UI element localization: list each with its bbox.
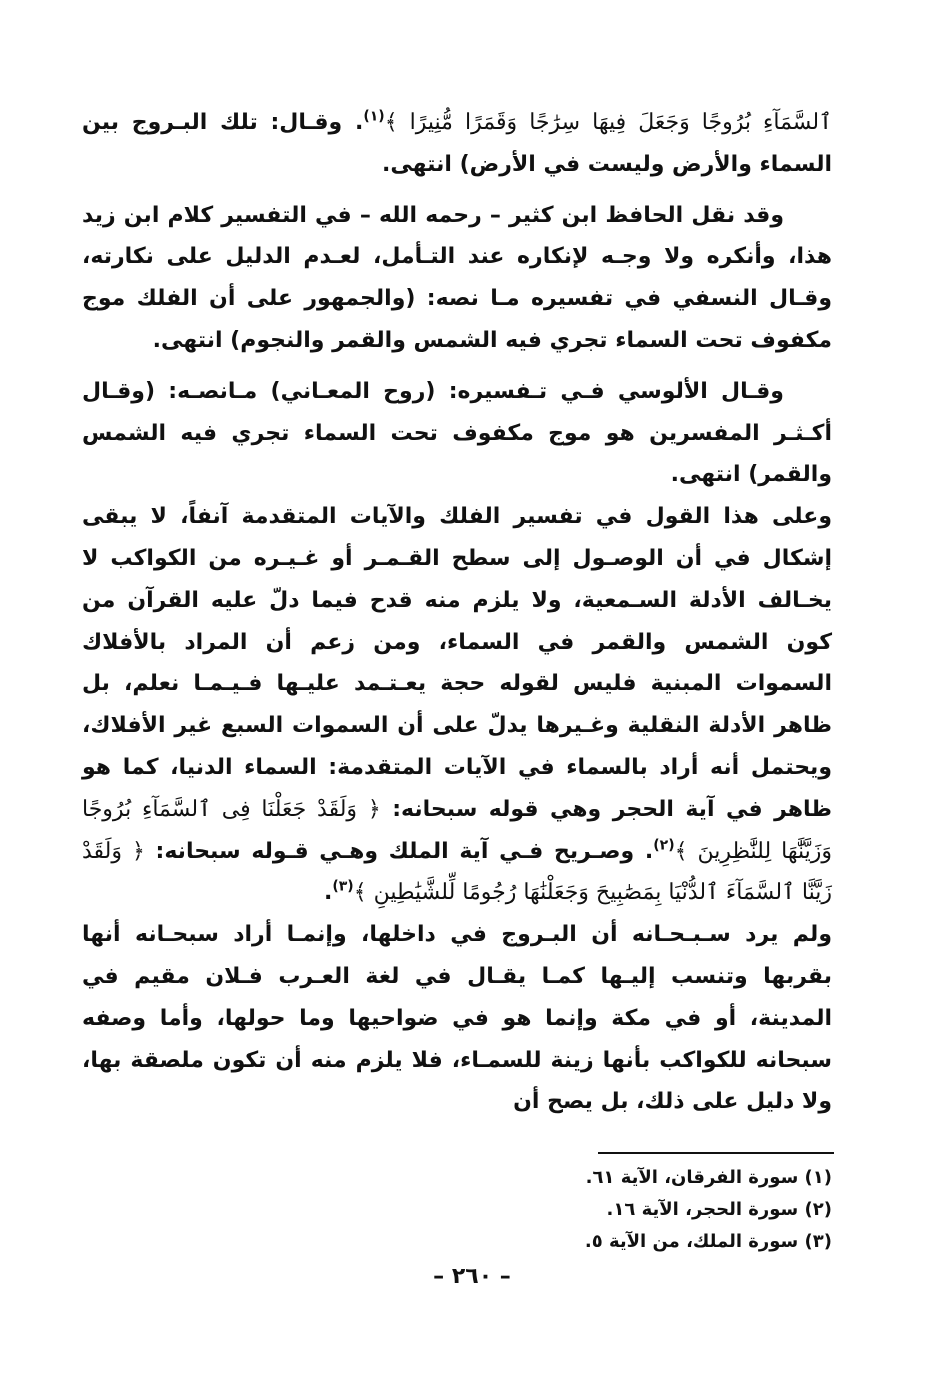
text-run: ولم يرد سـبـحـانه أن البـروج في داخلها، وإنمـا أراد سبحـانه أنها بقربها وتنسب إليـها كمـا يقـال في لغة العـرب فـلان مقيم في المدينة، أو في مكة وإنما هو في ضواحيها وما حولها، وأما وصفه سبحانه للكواكب بأنها زينة للسمـاء، فلا يلزم منه أن تكون ملصقة بها، ولا دليل على ذلك، بل يصح أن	[82, 922, 832, 1115]
paragraph-alusi	[82, 371, 832, 496]
quran-verse: ٱلسَّمَآءِ بُرُوجًا وَجَعَلَ فِيهَا سِرَٰجًا وَقَمَرًا مُّنِيرًا ﴾	[384, 110, 833, 135]
footnotes	[420, 1162, 832, 1258]
footnote-reference: (١)	[363, 108, 385, 125]
quran-verse: ﴿ وَلَقَدْ جَعَلْنَا فِى ٱلسَّمَآءِ بُرُوجًا وَزَيَّنَّٰهَا لِلنَّٰظِرِينَ ﴾	[82, 796, 832, 864]
paragraph-ibn-kathir	[82, 195, 832, 362]
page-number: – ٢٦٠ –	[433, 1264, 511, 1289]
footnote-3: (٣) سورة الملك، من الآية ٥.	[584, 1231, 832, 1252]
footnote-1: (١) سورة الفرقان، الآية ٦١.	[585, 1167, 832, 1188]
footnote-divider	[598, 1152, 834, 1154]
paragraph-moon-landing	[82, 496, 832, 914]
text-run: . وقـال: تلك البـروج بين السماء والأرض وليست في الأرض) انتهى.	[82, 110, 832, 177]
text-run: وقـال الألوسي فـي تـفسيره: (روح المعـاني) مـانصـه: (وقـال أكـثـر المفسرين هو موج مكفوف تحت السماء تجري فيه الشمس والقمر) انتهى.	[82, 378, 832, 488]
text-run: وعلى هذا القول في تفسير الفلك والآيات المتقدمة آنفاً، لا يبقى إشكال في أن الوصـول إلى سطح القـمـر أو غـيـره من الكواكب لا يخـالف الأدلة السـمعية، ولا يلزم منه قدح فيما دلّ عليه القرآن من كون الشمس والقمر في السماء، ومن زعم أن المراد بالأفلاك السموات المبنية فليس لقوله حجة يعـتـمد عليـها فـيـمـا نعلم، بل ظاهر الأدلة النقلية وغـيرها يدلّ على أن السموات السبع غير الأفلاك، ويحتمل أنه أراد بالسماء في الآيات المتقدمة: السماء الدنيا، كما هو ظاهر في آية الحجر وهي قوله سبحانه:	[82, 504, 832, 822]
text-run: وقد نقل الحافظ ابن كثير – رحمه الله – في التفسير كلام ابن زيد هذا، وأنكره ولا وجـه لإنكاره عند التـأمل، لعـدم الدليل على نكارته، وقـال النسفي في تفسيره مـا نصه: (والجمهور على أن الفلك موج مكفوف تحت السماء تجري فيه الشمس والقمر والنجوم) انتهى.	[82, 202, 832, 353]
footnote-2: (٢) سورة الحجر، الآية ١٦.	[606, 1199, 832, 1220]
footnote-reference: (٢)	[653, 837, 675, 854]
footnote-reference: (٣)	[332, 879, 354, 896]
body-text	[82, 102, 832, 1123]
text-run: . وصـريح فـي آية الملك وهـي قـوله سبحانه:	[144, 838, 654, 864]
text-run: .	[323, 880, 333, 906]
paragraph-constellations	[82, 914, 832, 1123]
paragraph-verse-continuation	[82, 102, 832, 186]
quran-verse: ﴿ وَلَقَدْ زَيَّنَّا ٱلسَّمَآءَ ٱلدُّنْيَا بِمَصَٰبِيحَ وَجَعَلْنَٰهَا رُجُومًا لِّلشَّيَٰطِينِ ﴾	[82, 838, 832, 906]
